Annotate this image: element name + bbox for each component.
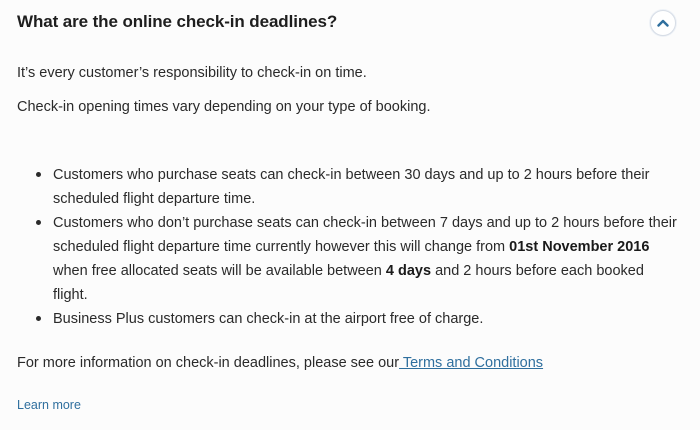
collapse-toggle-button[interactable] — [650, 10, 676, 36]
bullet-text: Customers who don’t purchase seats can check-in between 7 days and up to 2 hours before their scheduled flight departure time currently however this will change from — [53, 215, 677, 255]
bullet-text: when free allocated seats will be available between — [53, 263, 386, 279]
faq-question-title[interactable]: What are the online check-in deadlines? — [17, 12, 338, 31]
bullet-dot-icon — [36, 172, 41, 177]
bullet-dot-icon — [36, 316, 41, 321]
bullet-text: Business Plus customers can check-in at the airport free of charge. — [53, 311, 484, 327]
responsibility-paragraph: It’s every customer’s responsibility to check-in on time. — [17, 65, 367, 81]
list-item — [17, 211, 682, 307]
opening-times-paragraph: Check-in opening times vary depending on your type of booking. — [17, 99, 431, 115]
terms-and-conditions-link[interactable]: Terms and Conditions — [399, 355, 544, 371]
chevron-up-icon — [657, 19, 669, 27]
change-date: 01st November 2016 — [509, 239, 650, 255]
days-count: 4 days — [385, 263, 432, 279]
learn-more-link[interactable]: Learn more — [17, 398, 81, 412]
checkin-rules-list — [17, 163, 682, 331]
list-item — [17, 307, 682, 331]
bullet-text: Customers who purchase seats can check-in between 30 days and up to 2 hours before their scheduled flight departure time. — [53, 167, 650, 207]
bullet-dot-icon — [36, 220, 41, 225]
more-info-paragraph — [17, 351, 543, 375]
list-item — [17, 163, 682, 211]
bullet-text: and 2 hours before each booked flight. — [53, 263, 644, 303]
more-info-text: For more information on check-in deadlines, please see our — [17, 355, 400, 371]
